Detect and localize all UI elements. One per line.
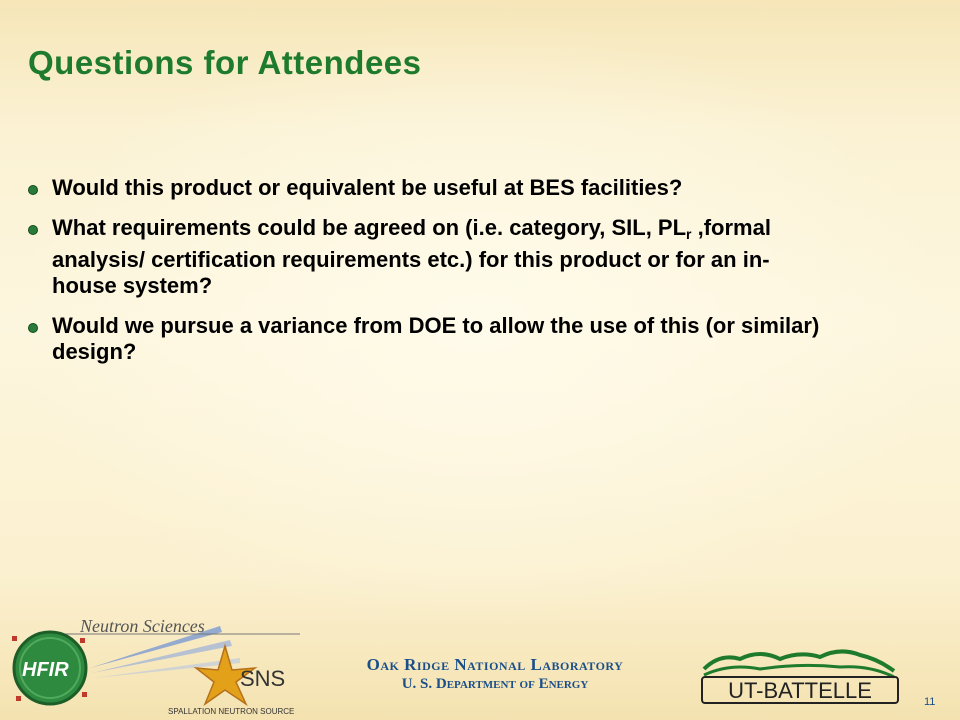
neutron-sciences-text: Neutron Sciences <box>80 618 205 636</box>
bullet-list <box>26 175 826 379</box>
neutron-sciences-banner <box>0 618 300 718</box>
hfir-logo-icon <box>12 632 87 704</box>
bullet-item-3 <box>26 313 826 365</box>
bullet-item-1 <box>26 175 826 201</box>
hfir-text: HFIR <box>22 659 69 681</box>
department-name: U. S. Department of Energy <box>401 676 589 692</box>
bullet-text-2-pre: What requirements could be agreed on (i.e. category, SIL, PL <box>52 215 687 240</box>
bullet-dot-icon <box>28 225 38 235</box>
bullet-dot-icon <box>28 185 38 195</box>
sns-caption: SPALLATION NEUTRON SOURCE <box>168 707 295 716</box>
bullet-text-1: Would this product or equivalent be useful at BES facilities? <box>52 175 683 200</box>
sns-text: SNS <box>240 666 286 691</box>
slide-title: Questions for Attendees <box>28 44 422 81</box>
lab-name: Oak Ridge National Laboratory <box>366 655 624 674</box>
ut-battelle-text: UT-BATTELLE <box>728 678 872 703</box>
ut-battelle-logo-icon <box>700 645 900 705</box>
bullet-text-2-subscript: r <box>686 226 692 242</box>
bullet-text-2-post: ,formal analysis/ certification requirements etc.) for this product or for an in-house system? <box>52 215 771 298</box>
sns-logo-icon <box>168 646 294 716</box>
bullet-dot-icon <box>28 323 38 333</box>
bullet-text-3: Would we pursue a variance from DOE to allow the use of this (or similar) design? <box>52 313 820 364</box>
bullet-item-2 <box>26 215 826 299</box>
page-number: 11 <box>924 696 936 708</box>
